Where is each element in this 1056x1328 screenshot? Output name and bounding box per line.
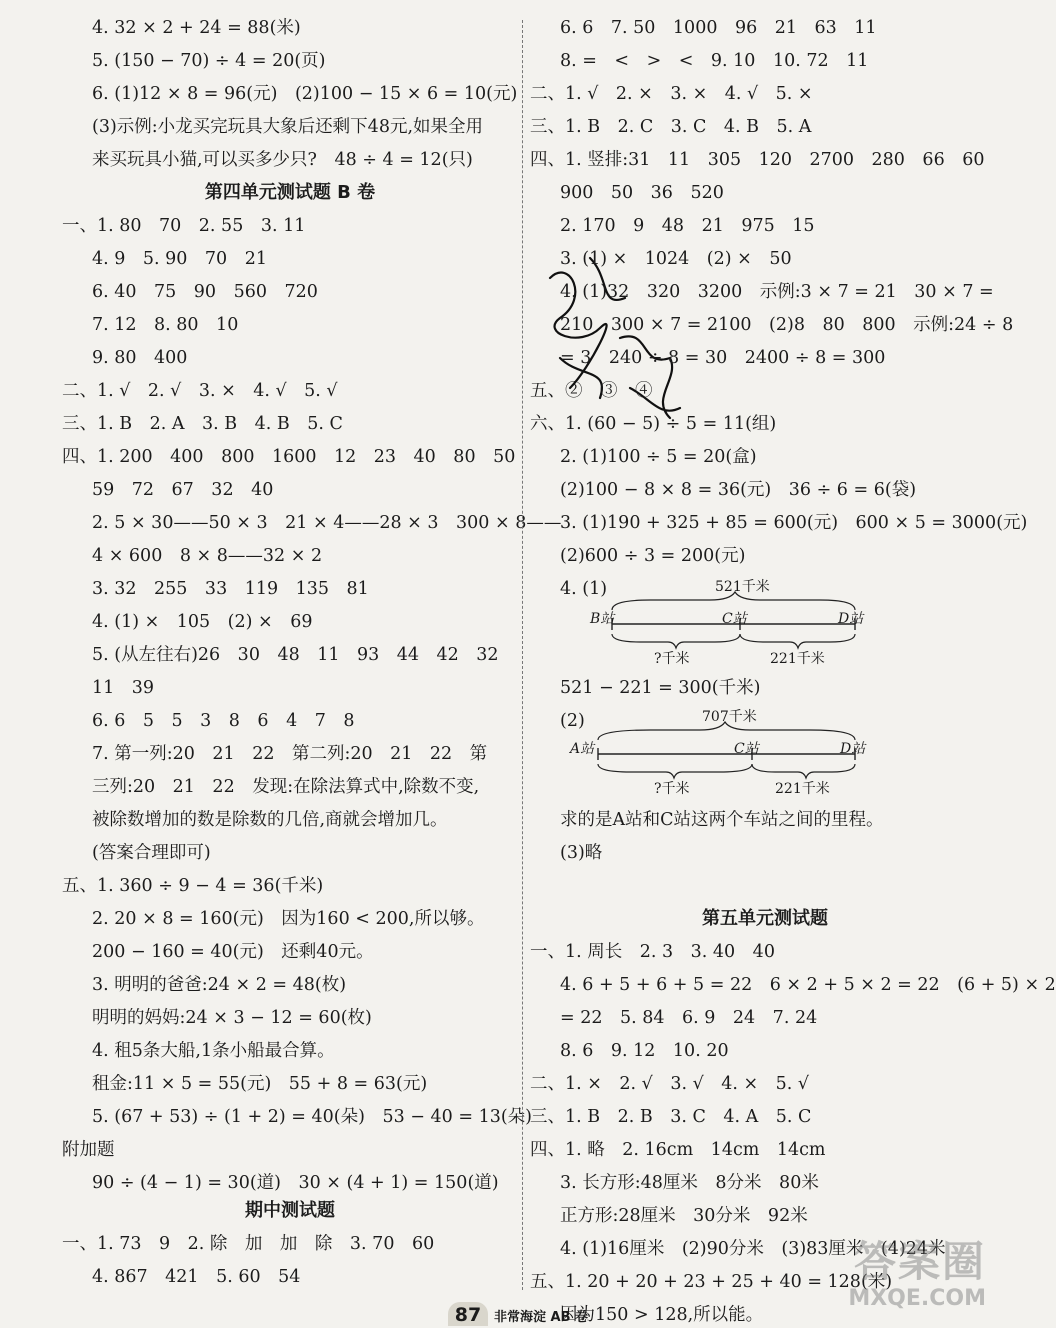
watermark-url: MXQE.COM	[848, 1286, 986, 1311]
section-heading: 第五单元测试题	[702, 908, 828, 929]
distance-diagram-2	[570, 710, 880, 810]
answer-line: 三、1. B 2. C 3. C 4. B 5. A	[530, 117, 812, 137]
diagram-2-station-c: C站	[734, 741, 759, 757]
answer-line: 二、1. √ 2. √ 3. × 4. √ 5. √	[62, 381, 338, 401]
column-divider	[522, 20, 523, 1290]
answer-line: 3. 长方形:48厘米 8分米 80米	[560, 1173, 819, 1193]
answer-line: 9. 80 400	[92, 348, 188, 368]
answer-line: 4. (1)32 320 3200 示例:3 × 7 = 21 30 × 7 =	[560, 282, 994, 302]
answer-line: 6. 6 7. 50 1000 96 21 63 11	[560, 18, 877, 38]
answer-line: 租金:11 × 5 = 55(元) 55 + 8 = 63(元)	[92, 1074, 428, 1094]
answer-line: 二、1. √ 2. × 3. × 4. √ 5. ×	[530, 84, 813, 104]
diagram-2-total-label: 707千米	[702, 709, 757, 725]
answer-line: 四、1. 略 2. 16cm 14cm 14cm	[530, 1140, 826, 1160]
diagram-1-total-label: 521千米	[715, 579, 770, 595]
answer-line: = 3 240 ÷ 8 = 30 2400 ÷ 8 = 300	[560, 348, 886, 368]
answer-line: 2. (1)100 ÷ 5 = 20(盒)	[560, 447, 757, 467]
section-heading: 第四单元测试题 B 卷	[204, 182, 376, 203]
answer-line: 五、② ③ ④	[530, 381, 653, 401]
answer-line: 11 39	[92, 678, 155, 698]
diagram-1-unknown-label: ?千米	[654, 651, 690, 667]
answer-line: 90 ÷ (4 − 1) = 30(道) 30 × (4 + 1) = 150(道)	[92, 1173, 499, 1193]
answer-line: = 22 5. 84 6. 9 24 7. 24	[560, 1008, 818, 1028]
answer-line: 三、1. B 2. A 3. B 4. B 5. C	[62, 414, 343, 434]
answer-line: 二、1. × 2. √ 3. √ 4. × 5. √	[530, 1074, 810, 1094]
answer-line: 一、1. 73 9 2. 除 加 加 除 3. 70 60	[62, 1234, 435, 1254]
answer-line: (答案合理即可)	[92, 843, 211, 863]
answer-line: 4 × 600 8 × 8——32 × 2	[92, 546, 323, 566]
answer-line: 5. (从左往右)26 30 48 11 93 44 42 32	[92, 645, 499, 665]
answer-line: 521 − 221 = 300(千米)	[560, 678, 761, 698]
diagram-2-station-d: D站	[840, 741, 866, 757]
answer-line: 4. 867 421 5. 60 54	[92, 1267, 301, 1287]
answer-line: 四、1. 200 400 800 1600 12 23 40 80 50	[62, 447, 516, 467]
diagram-1-station-c: C站	[722, 611, 747, 627]
answer-line: 五、1. 360 ÷ 9 − 4 = 36(千米)	[62, 876, 324, 896]
answer-line: 2. 5 × 30——50 × 3 21 × 4——28 × 3 300 × 8——	[92, 513, 562, 533]
answer-line: 6. 40 75 90 560 720	[92, 282, 318, 302]
answer-line: 900 50 36 520	[560, 183, 724, 203]
answer-line: 5. (150 − 70) ÷ 4 = 20(页)	[92, 51, 326, 71]
answer-line: 7. 第一列:20 21 22 第二列:20 21 22 第	[92, 744, 488, 764]
answer-line: 4. 9 5. 90 70 21	[92, 249, 267, 269]
answer-line: (3)示例:小龙买完玩具大象后还剩下48元,如果全用	[92, 117, 484, 137]
answer-line: 来买玩具小猫,可以买多少只? 48 ÷ 4 = 12(只)	[92, 150, 473, 170]
answer-line: (2)	[560, 711, 585, 731]
answer-line: 正方形:28厘米 30分米 92米	[560, 1206, 808, 1226]
diagram-2-unknown-label: ?千米	[654, 781, 690, 797]
answer-line: 6. (1)12 × 8 = 96(元) (2)100 − 15 × 6 = 10(元)	[92, 84, 518, 104]
diagram-2-station-a: A站	[570, 741, 595, 757]
watermark-text: 答案圈	[853, 1237, 986, 1286]
answer-line: 4. (1)	[560, 579, 608, 599]
answer-line: 210 300 × 7 = 2100 (2)8 80 800 示例:24 ÷ 8	[560, 315, 1014, 335]
series-title: 非常海淀 AB 卷	[494, 1310, 589, 1325]
answer-line: (2)600 ÷ 3 = 200(元)	[560, 546, 746, 566]
answer-line: 被除数增加的数是除数的几倍,商就会增加几。	[92, 810, 448, 830]
answer-line: 8. 6 9. 12 10. 20	[560, 1041, 729, 1061]
answer-line: (3)略	[560, 843, 603, 863]
answer-line: 4. 32 × 2 + 24 = 88(米)	[92, 18, 301, 38]
answer-line: 4. 6 + 5 + 6 + 5 = 22 6 × 2 + 5 × 2 = 22 (6 + 5) × 2	[560, 975, 1056, 995]
answer-line: 附加题	[62, 1140, 115, 1160]
page-number: 87	[448, 1302, 488, 1326]
answer-line: 6. 6 5 5 3 8 6 4 7 8	[92, 711, 355, 731]
answer-line: 一、1. 80 70 2. 55 3. 11	[62, 216, 306, 236]
section-heading: 期中测试题	[245, 1200, 335, 1221]
watermark-logo	[848, 1238, 986, 1312]
answer-line: 四、1. 竖排:31 11 305 120 2700 280 66 60	[530, 150, 985, 170]
answer-line: 三列:20 21 22 发现:在除法算式中,除数不变,	[92, 777, 480, 797]
answer-line: 求的是A站和C站这两个车站之间的里程。	[560, 810, 884, 830]
answer-line: 3. (1) × 1024 (2) × 50	[560, 249, 792, 269]
diagram-1-known-label: 221千米	[770, 651, 825, 667]
answer-line: 59 72 67 32 40	[92, 480, 274, 500]
answer-line: 4. (1) × 105 (2) × 69	[92, 612, 313, 632]
answer-line: 五、1. 20 + 20 + 23 + 25 + 40 = 128(米)	[530, 1272, 893, 1292]
answer-line: 7. 12 8. 80 10	[92, 315, 239, 335]
answer-line: 200 − 160 = 40(元) 还剩40元。	[92, 942, 374, 962]
diagram-1-station-b: B站	[590, 611, 615, 627]
answer-line: (2)100 − 8 × 8 = 36(元) 36 ÷ 6 = 6(袋)	[560, 480, 917, 500]
diagram-1-station-d: D站	[838, 611, 864, 627]
answer-line: 3. 32 255 33 119 135 81	[92, 579, 369, 599]
answer-line: 8. = < > < 9. 10 10. 72 11	[560, 51, 869, 71]
answer-line: 六、1. (60 − 5) ÷ 5 = 11(组)	[530, 414, 777, 434]
answer-line: 4. (1)16厘米 (2)90分米 (3)83厘米 (4)24米	[560, 1239, 946, 1259]
answer-line: 明明的妈妈:24 × 3 − 12 = 60(枚)	[92, 1008, 372, 1028]
answer-line: 5. (67 + 53) ÷ (1 + 2) = 40(朵) 53 − 40 = 13(朵)	[92, 1107, 532, 1127]
answer-line: 3. (1)190 + 325 + 85 = 600(元) 600 × 5 = 3000(元)	[560, 513, 1028, 533]
answer-line: 一、1. 周长 2. 3 3. 40 40	[530, 942, 775, 962]
answer-line: 2. 170 9 48 21 975 15	[560, 216, 815, 236]
answer-line: 因为150 > 128,所以能。	[560, 1305, 764, 1325]
diagram-2-known-label: 221千米	[775, 781, 830, 797]
answer-line: 2. 20 × 8 = 160(元) 因为160 < 200,所以够。	[92, 909, 485, 929]
distance-diagram-1	[590, 580, 880, 680]
answer-line: 4. 租5条大船,1条小船最合算。	[92, 1041, 335, 1061]
answer-line: 3. 明明的爸爸:24 × 2 = 48(枚)	[92, 975, 347, 995]
answer-line: 三、1. B 2. B 3. C 4. A 5. C	[530, 1107, 812, 1127]
